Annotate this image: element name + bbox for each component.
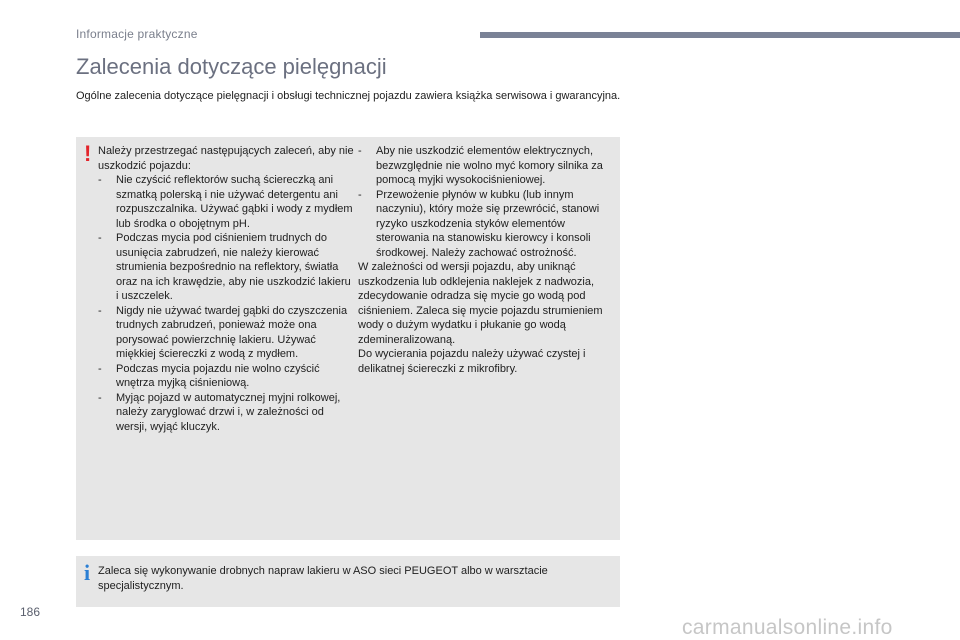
list-item: - Nie czyścić reflektorów suchą ściereczką ani szmatką polerską i nie używać detergentu ani rozpuszczalnika. Używać gąbki i wody z mydłem lub środka o obojętnym pH. <box>98 174 353 230</box>
list-item: - Myjąc pojazd w automatycznej myjni rolkowej, należy zaryglować drzwi i, w zależności od wersji, wyjąć kluczyk. <box>98 391 341 433</box>
dash-bullet: - <box>98 304 102 317</box>
warning-left-list <box>98 173 354 434</box>
info-box <box>76 556 620 607</box>
warning-left-column <box>98 144 354 434</box>
list-item: - Podczas mycia pod ciśnieniem trudnych do usunięcia zabrudzeń, nie należy kierować strumienia bezpośrednio na reflektory, światła oraz na ich krawędzie, aby nie uszkodzić lakieru i uszczelek. <box>98 232 351 302</box>
dash-bullet: - <box>98 362 102 375</box>
header-bar <box>480 32 960 38</box>
list-item: - Nigdy nie używać twardej gąbki do czyszczenia trudnych zabrudzeń, ponieważ może ona porysować powierzchnię lakieru. Używać miękkiej ściereczki z wodą z mydłem. <box>98 304 348 360</box>
warning-box <box>76 137 620 540</box>
watermark: carmanualsonline.info <box>682 616 893 639</box>
dash-bullet: - <box>98 391 102 404</box>
section-label: Informacje praktyczne <box>76 27 198 41</box>
list-item: - Przewożenie płynów w kubku (lub innym naczyniu), który może się przewrócić, stanowi ryzyko uszkodzenia styków elementów sterowania na stanowisku kierowcy i konsoli środkowej. Należy zachować ostrożność. <box>358 188 600 259</box>
list-item: - Podczas mycia pojazdu nie wolno czyścić wnętrza myjką ciśnieniową. <box>98 362 320 389</box>
warning-right-column <box>358 144 608 376</box>
list-item: - Aby nie uszkodzić elementów elektrycznych, bezwzględnie nie wolno myć komory silnika za pomocą myjki wysokociśnieniowej. <box>358 145 603 186</box>
warning-paragraph: W zależności od wersji pojazdu, aby uniknąć uszkodzenia lub odklejenia naklejek z nadwozia, zdecydowanie odradza się mycie go wodą pod ciśnieniem. Zaleca się mycie pojazdu strumieniem wody o dużym wydatku i płukanie go wodą zdemineralizowaną. <box>358 261 603 346</box>
info-text: Zaleca się wykonywanie drobnych napraw lakieru w ASO sieci PEUGEOT albo w warsztacie specjalistycznym. <box>98 565 548 592</box>
warning-paragraph: Do wycierania pojazdu należy używać czystej i delikatnej ściereczki z mikrofibry. <box>358 348 586 375</box>
dash-bullet: - <box>358 145 362 157</box>
dash-bullet: - <box>358 188 362 201</box>
dash-bullet: - <box>98 232 102 244</box>
dash-bullet: - <box>98 174 102 186</box>
info-icon: i <box>84 560 91 585</box>
warning-intro: Należy przestrzegać następujących zaleceń, aby nie uszkodzić pojazdu: <box>98 145 354 172</box>
warning-right-list <box>358 144 608 260</box>
intro-text: Ogólne zalecenia dotyczące pielęgnacji i obsługi technicznej pojazdu zawiera książka serwisowa i gwarancyjna. <box>76 90 621 102</box>
page-number: 186 <box>20 605 41 619</box>
warning-icon: ! <box>84 141 92 166</box>
page-title: Zalecenia dotyczące pielęgnacji <box>76 54 387 79</box>
